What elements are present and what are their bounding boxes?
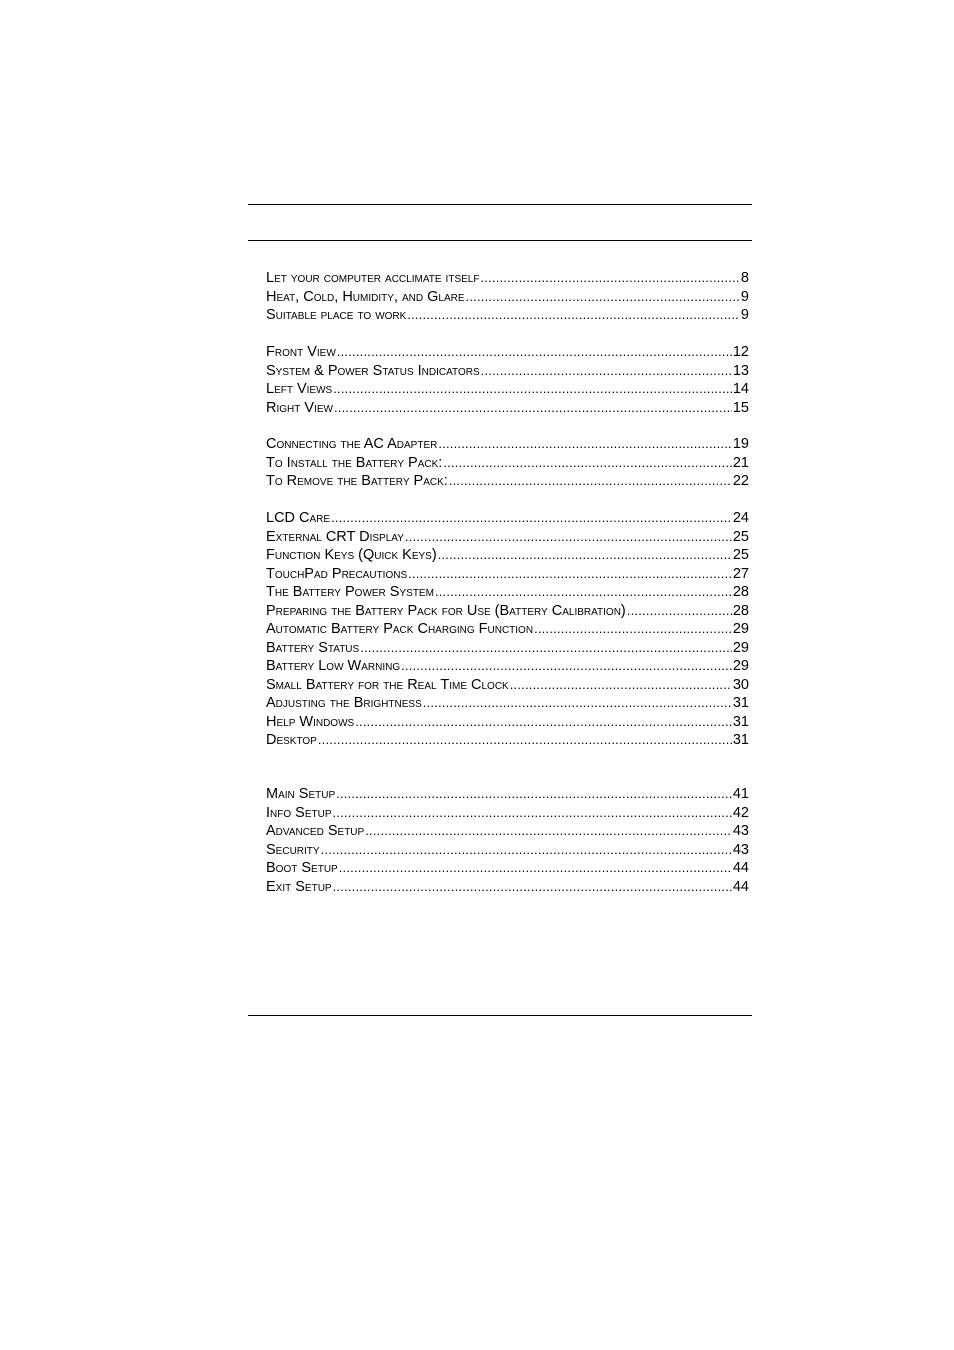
toc-entry[interactable] <box>266 509 749 528</box>
toc-entry[interactable] <box>266 841 749 860</box>
toc-dot-leader <box>534 620 732 639</box>
toc-entry-title: Connecting the AC Adapter <box>266 436 438 452</box>
toc-entry-page: 12 <box>732 344 749 360</box>
toc-dot-leader <box>355 713 732 732</box>
toc-dot-leader <box>318 731 732 750</box>
toc-entry[interactable] <box>266 694 749 713</box>
toc-entry-page: 31 <box>732 713 749 730</box>
toc-entry-title: Desktop <box>266 732 317 748</box>
toc-entry[interactable] <box>266 528 749 547</box>
toc-entry-title: Adjusting the Brightness <box>266 695 422 711</box>
toc-entry[interactable] <box>266 602 749 621</box>
toc-entry[interactable] <box>266 785 749 804</box>
toc-dot-leader <box>423 694 732 713</box>
toc-dot-leader <box>331 509 732 528</box>
toc-entry[interactable] <box>266 472 749 491</box>
toc-entry-page: 29 <box>732 658 749 674</box>
toc-entry[interactable] <box>266 435 749 454</box>
toc-dot-leader <box>466 288 740 307</box>
toc-entry-title: Left Views <box>266 381 333 397</box>
toc-entry-page: 44 <box>732 860 749 876</box>
toc-dot-leader <box>510 676 732 695</box>
toc-entry-title: System & Power Status Indicators <box>266 362 480 379</box>
toc-entry-page: 25 <box>732 547 749 563</box>
toc-entry-page: 29 <box>732 639 749 656</box>
toc-dot-leader <box>438 435 732 454</box>
toc-entry[interactable] <box>266 399 749 418</box>
toc-entry-page: 43 <box>732 841 749 858</box>
toc-entry-page: 22 <box>732 473 749 489</box>
toc-entry[interactable] <box>266 454 749 473</box>
toc-entry-page: 43 <box>732 823 749 839</box>
toc-entry[interactable] <box>266 288 749 307</box>
toc-dot-leader <box>321 841 732 860</box>
toc-entry-page: 13 <box>732 362 749 379</box>
toc-entry-title: The Battery Power System <box>266 584 434 600</box>
toc-entry[interactable] <box>266 362 749 381</box>
toc-dot-leader <box>337 343 732 362</box>
toc-dot-leader <box>480 269 739 288</box>
toc-dot-leader <box>407 306 740 325</box>
toc-entry[interactable] <box>266 639 749 658</box>
toc-entry-page: 24 <box>732 510 749 526</box>
toc-entry-title: Small Battery for the Real Time Clock <box>266 676 509 693</box>
toc-dot-leader <box>365 822 732 841</box>
toc-entry-title: Info Setup <box>266 804 332 821</box>
toc-entry[interactable] <box>266 676 749 695</box>
footer-rule <box>248 1015 752 1016</box>
toc-entry-page: 15 <box>732 399 749 416</box>
toc-dot-leader <box>333 380 732 399</box>
toc-dot-leader <box>401 657 732 676</box>
toc-entry-title: To Remove the Battery Pack: <box>266 473 448 489</box>
toc-entry-title: Heat, Cold, Humidity, and Glare <box>266 288 465 305</box>
toc-entry-title: Front View <box>266 344 336 360</box>
toc-entry-title: Let your computer acclimate itself <box>266 270 480 286</box>
toc-entry[interactable] <box>266 583 749 602</box>
toc-entry-page: 31 <box>732 695 749 711</box>
toc-entry-title: Right View <box>266 399 333 416</box>
toc-entry-title: Advanced Setup <box>266 823 365 839</box>
toc-entry[interactable] <box>266 306 749 325</box>
toc-group <box>266 435 749 491</box>
toc-dot-leader <box>449 472 732 491</box>
toc-entry[interactable] <box>266 269 749 288</box>
toc-dot-leader <box>333 804 732 823</box>
toc-entry[interactable] <box>266 620 749 639</box>
toc-entry-page: 25 <box>732 528 749 545</box>
toc-entry-page: 44 <box>732 878 749 895</box>
toc-entry-title: Function Keys (Quick Keys) <box>266 547 437 563</box>
toc-entry[interactable] <box>266 343 749 362</box>
toc-dot-leader <box>339 859 732 878</box>
toc-entry-page: 41 <box>732 786 749 802</box>
toc-entry-title: Preparing the Battery Pack for Use (Battery Calibration) <box>266 602 626 619</box>
toc-entry[interactable] <box>266 804 749 823</box>
toc-entry-title: Boot Setup <box>266 860 338 876</box>
toc-group <box>266 343 749 417</box>
toc-entry[interactable] <box>266 822 749 841</box>
toc-dot-leader <box>443 454 732 473</box>
toc-entry[interactable] <box>266 657 749 676</box>
toc-entry[interactable] <box>266 546 749 565</box>
toc-group <box>266 269 749 325</box>
toc-entry-title: Suitable place to work <box>266 307 407 323</box>
toc-entry[interactable] <box>266 565 749 584</box>
toc-entry-page: 29 <box>732 621 749 637</box>
toc-entry-title: Security <box>266 841 320 858</box>
toc-entry-page: 28 <box>732 602 749 619</box>
toc-entry-page: 30 <box>732 676 749 693</box>
toc-entry[interactable] <box>266 878 749 897</box>
toc-entry-title: Exit Setup <box>266 878 332 895</box>
toc-dot-leader <box>627 602 732 621</box>
toc-entry-title: Battery Status <box>266 639 360 656</box>
toc-dot-leader <box>438 546 732 565</box>
toc-entry-title: External CRT Display <box>266 528 404 545</box>
toc-group <box>266 509 749 750</box>
toc-entry-page: 42 <box>732 804 749 821</box>
toc-dot-leader <box>408 565 732 584</box>
toc-entry-title: Help Windows <box>266 713 355 730</box>
toc-entry-title: Automatic Battery Pack Charging Function <box>266 621 534 637</box>
toc-dot-leader <box>481 362 732 381</box>
toc-entry[interactable] <box>266 731 749 750</box>
toc-entry-page: 8 <box>740 270 749 286</box>
toc-entry-title: Main Setup <box>266 786 336 802</box>
toc-entry-page: 19 <box>732 436 749 452</box>
toc-dot-leader <box>360 639 732 658</box>
toc-dot-leader <box>336 785 732 804</box>
toc-entry-page: 21 <box>732 454 749 471</box>
toc-entry[interactable] <box>266 713 749 732</box>
toc-entry-title: To Install the Battery Pack: <box>266 454 443 471</box>
toc-entry-title: TouchPad Precautions <box>266 565 408 582</box>
toc-entry-page: 14 <box>732 381 749 397</box>
toc-entry-page: 9 <box>740 288 749 305</box>
toc-entry[interactable] <box>266 859 749 878</box>
toc-dot-leader <box>435 583 732 602</box>
toc-entry[interactable] <box>266 380 749 399</box>
toc-entry-page: 9 <box>740 307 749 323</box>
toc-dot-leader <box>334 399 732 418</box>
toc-entry-title: LCD Care <box>266 510 331 526</box>
toc-entry-page: 28 <box>732 584 749 600</box>
header-rule <box>248 240 752 241</box>
toc-entry-page: 27 <box>732 565 749 582</box>
toc-entry-title: Battery Low Warning <box>266 658 401 674</box>
toc-dot-leader <box>333 878 732 897</box>
top-rule <box>248 204 752 205</box>
toc-entry-page: 31 <box>732 732 749 748</box>
toc-group <box>266 785 749 896</box>
toc-dot-leader <box>405 528 732 547</box>
